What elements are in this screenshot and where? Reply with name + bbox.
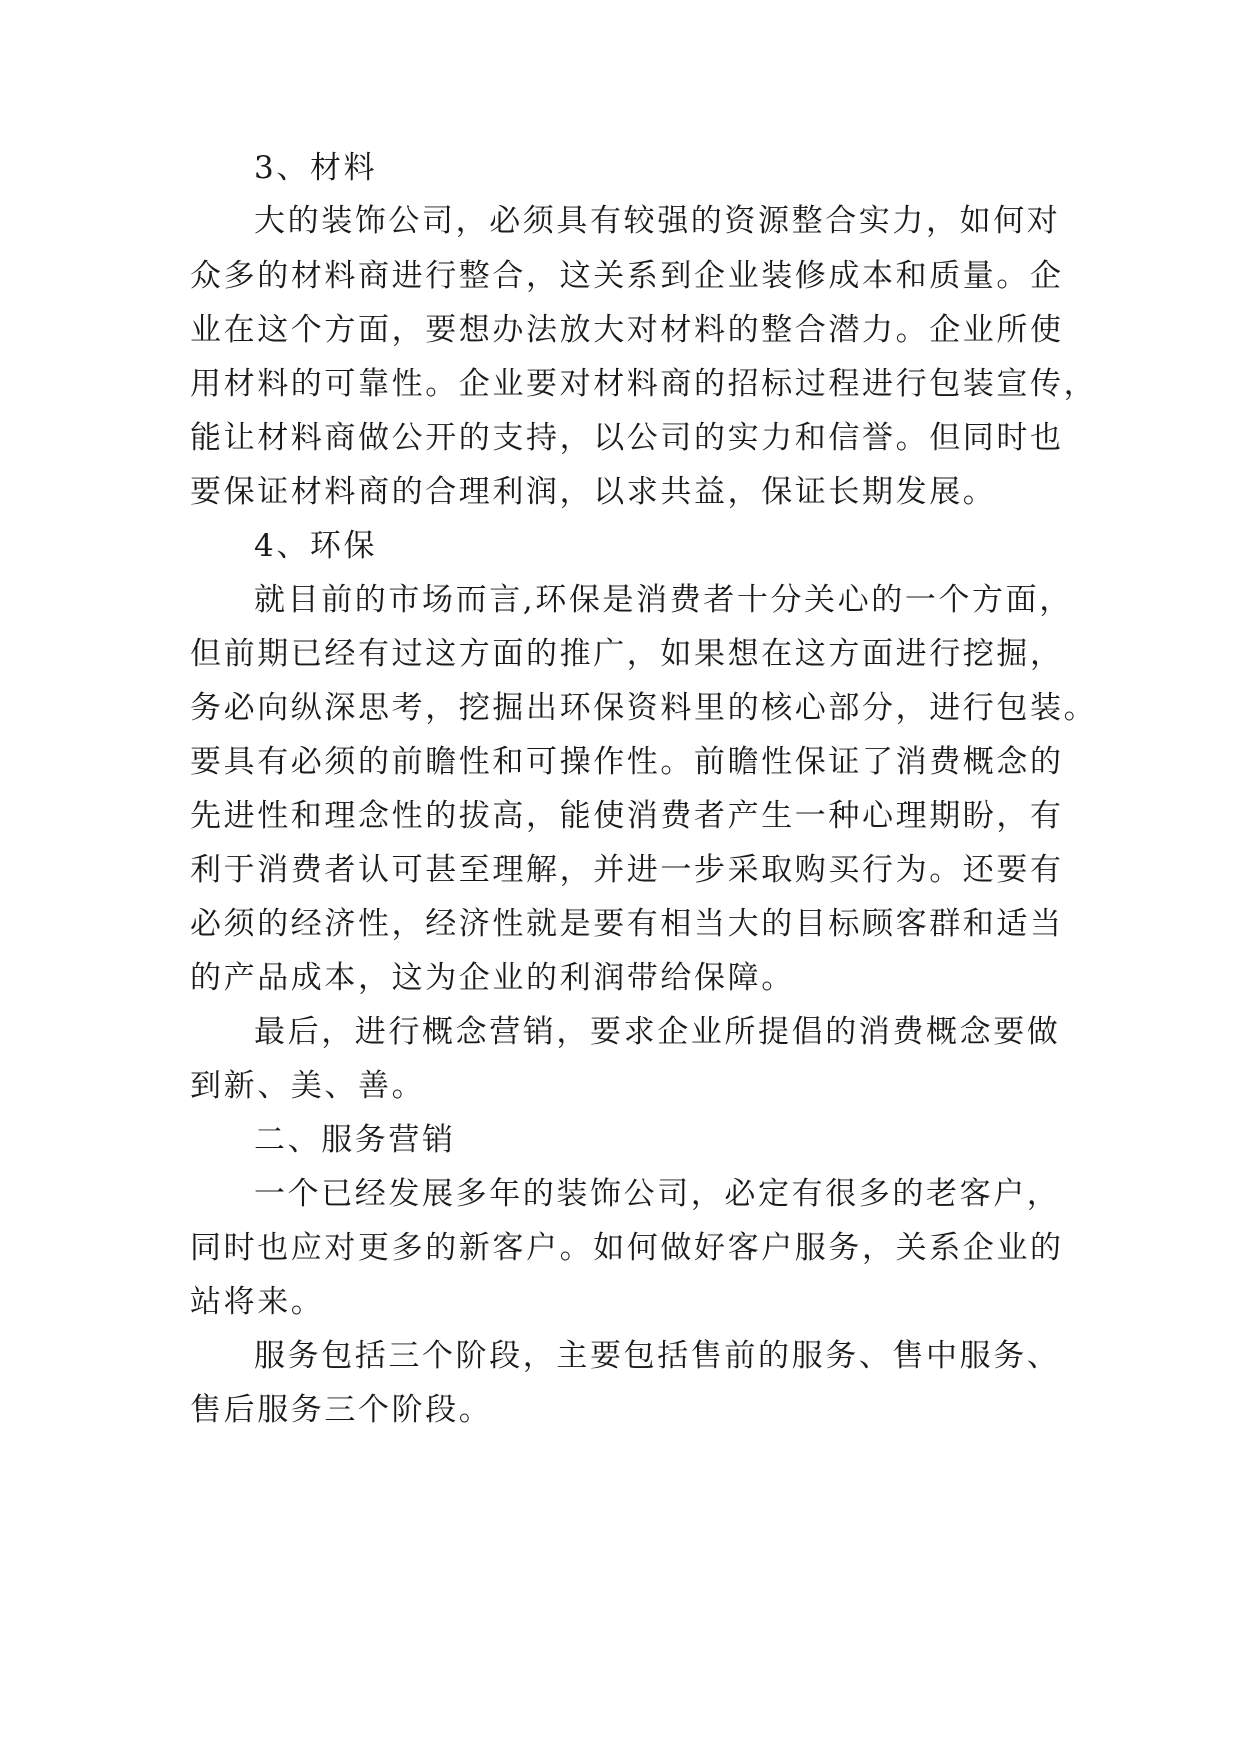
paragraph-line: 利于消费者认可甚至理解，并进一步采取购买行为。还要有 — [190, 852, 1064, 888]
paragraph-line: 能让材料商做公开的支持，以公司的实力和信誉。但同时也 — [190, 420, 1064, 456]
paragraph-line: 用材料的可靠性。企业要对材料商的招标过程进行包装宣传， — [190, 366, 1098, 402]
paragraph-line: 售后服务三个阶段。 — [190, 1392, 493, 1428]
paragraph-line: 服务包括三个阶段，主要包括售前的服务、售中服务、 — [254, 1338, 1061, 1374]
paragraph-line: 到新、美、善。 — [190, 1068, 426, 1104]
paragraph-line: 就目前的市场而言,环保是消费者十分关心的一个方面， — [254, 582, 1073, 618]
paragraph-line: 大的装饰公司，必须具有较强的资源整合实力，如何对 — [254, 203, 1061, 239]
heading-materials: 3、材料 — [254, 150, 378, 186]
paragraph-line: 的产品成本，这为企业的利润带给保障。 — [190, 960, 795, 996]
paragraph-line: 必须的经济性，经济性就是要有相当大的目标顾客群和适当 — [190, 906, 1064, 942]
paragraph-line: 一个已经发展多年的装饰公司，必定有很多的老客户， — [254, 1176, 1061, 1212]
paragraph-line: 先进性和理念性的拔高，能使消费者产生一种心理期盼，有 — [190, 798, 1064, 834]
paragraph-line: 众多的材料商进行整合，这关系到企业装修成本和质量。企 — [190, 258, 1064, 294]
paragraph-line: 业在这个方面，要想办法放大对材料的整合潜力。企业所使 — [190, 312, 1064, 348]
paragraph-line: 站将来。 — [190, 1284, 325, 1320]
paragraph-line: 务必向纵深思考，挖掘出环保资料里的核心部分，进行包装。 — [190, 690, 1098, 726]
paragraph-line: 同时也应对更多的新客户。如何做好客户服务，关系企业的 — [190, 1230, 1064, 1266]
paragraph-line: 要保证材料商的合理利润，以求共益，保证长期发展。 — [190, 474, 997, 510]
paragraph-line: 要具有必须的前瞻性和可操作性。前瞻性保证了消费概念的 — [190, 744, 1064, 780]
paragraph-line: 最后，进行概念营销，要求企业所提倡的消费概念要做 — [254, 1014, 1061, 1050]
heading-service-marketing: 二、服务营销 — [254, 1122, 456, 1158]
paragraph-line: 但前期已经有过这方面的推广，如果想在这方面进行挖掘， — [190, 636, 1064, 672]
heading-environment: 4、环保 — [254, 528, 378, 564]
